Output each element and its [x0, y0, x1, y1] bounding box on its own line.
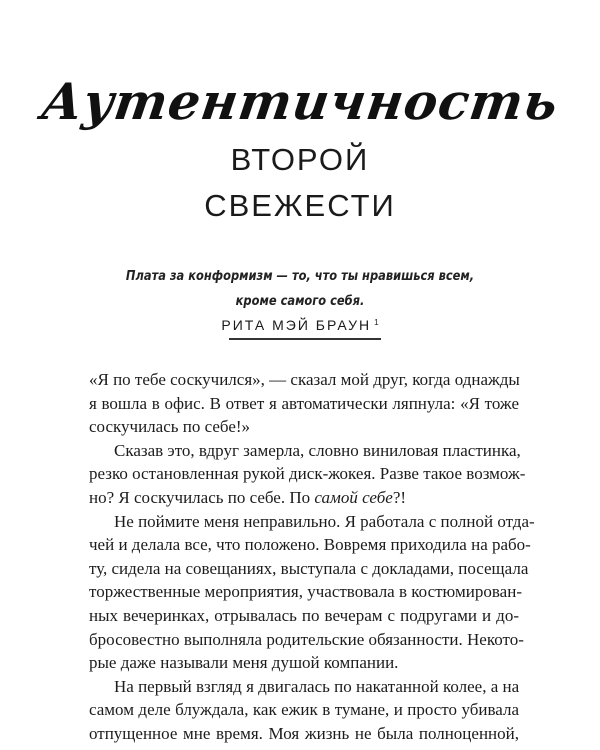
paragraph-3: [89, 510, 535, 675]
text-segment: ?!: [392, 487, 407, 507]
text-line: На первый взгляд я двигалась по накатанной колее, а на: [114, 676, 520, 696]
epigraph-author: [0, 317, 600, 333]
text-line: самом деле блуждала, как ежик в тумане, и просто убивала: [89, 700, 519, 720]
text-line: чей и делала все, что положено. Вовремя приходила на рабо-: [89, 535, 531, 555]
text-line: Сказав это, вдруг замерла, словно виниловая пластинка,: [114, 440, 521, 460]
text-line: «Я по тебе соскучился», — сказал мой друг, когда однажды: [89, 370, 520, 389]
text-line: соскучилась по себе!»: [89, 417, 251, 437]
chapter-title-script: Аутентичность: [37, 72, 563, 131]
text-segment: но? Я соскучилась по себе. По: [89, 487, 315, 507]
text-line: отпущенное мне время. Моя жизнь не была полноценной,: [89, 723, 519, 743]
chapter-subtitle-line-1: ВТОРОЙ: [230, 142, 370, 177]
paragraph-2: [89, 439, 526, 510]
paragraph-1: [89, 368, 519, 439]
emphasis-text: самой себе: [314, 487, 393, 507]
author-underline-divider: [229, 338, 381, 340]
text-line: резко остановленная рукой диск-жокея. Разве такое возмож-: [89, 464, 526, 484]
text-line: бросовестно выполняла родительские обязанности. Некото-: [89, 629, 524, 649]
author-name: РИТА МЭЙ БРАУН: [221, 317, 372, 333]
text-line: [89, 486, 519, 510]
text-line: Не поймите меня неправильно. Я работала с полной отда-: [114, 511, 535, 531]
chapter-subtitle-line-2: СВЕЖЕСТИ: [204, 188, 396, 223]
epigraph-line-1: Плата за конформизм — то, что ты нравишься всем,: [125, 269, 475, 284]
footnote-marker[interactable]: 1: [374, 318, 379, 327]
text-line: торжественные мероприятия, участвовала в костюмирован-: [89, 582, 522, 602]
text-line: ту, сидела на совещаниях, выступала с докладами, посещала: [89, 558, 529, 578]
body-text: [89, 368, 535, 746]
text-line: я вошла в офис. В ответ я автоматически ляпнула: «Я тоже: [89, 393, 519, 413]
epigraph-line-2: кроме самого себя.: [235, 294, 365, 309]
text-line: ных вечеринках, отрывалась по вечерам с подругами и до-: [89, 605, 519, 625]
epigraph: [36, 264, 564, 314]
paragraph-4: [89, 675, 519, 746]
text-line: рые даже называли меня душой компании.: [89, 653, 399, 673]
